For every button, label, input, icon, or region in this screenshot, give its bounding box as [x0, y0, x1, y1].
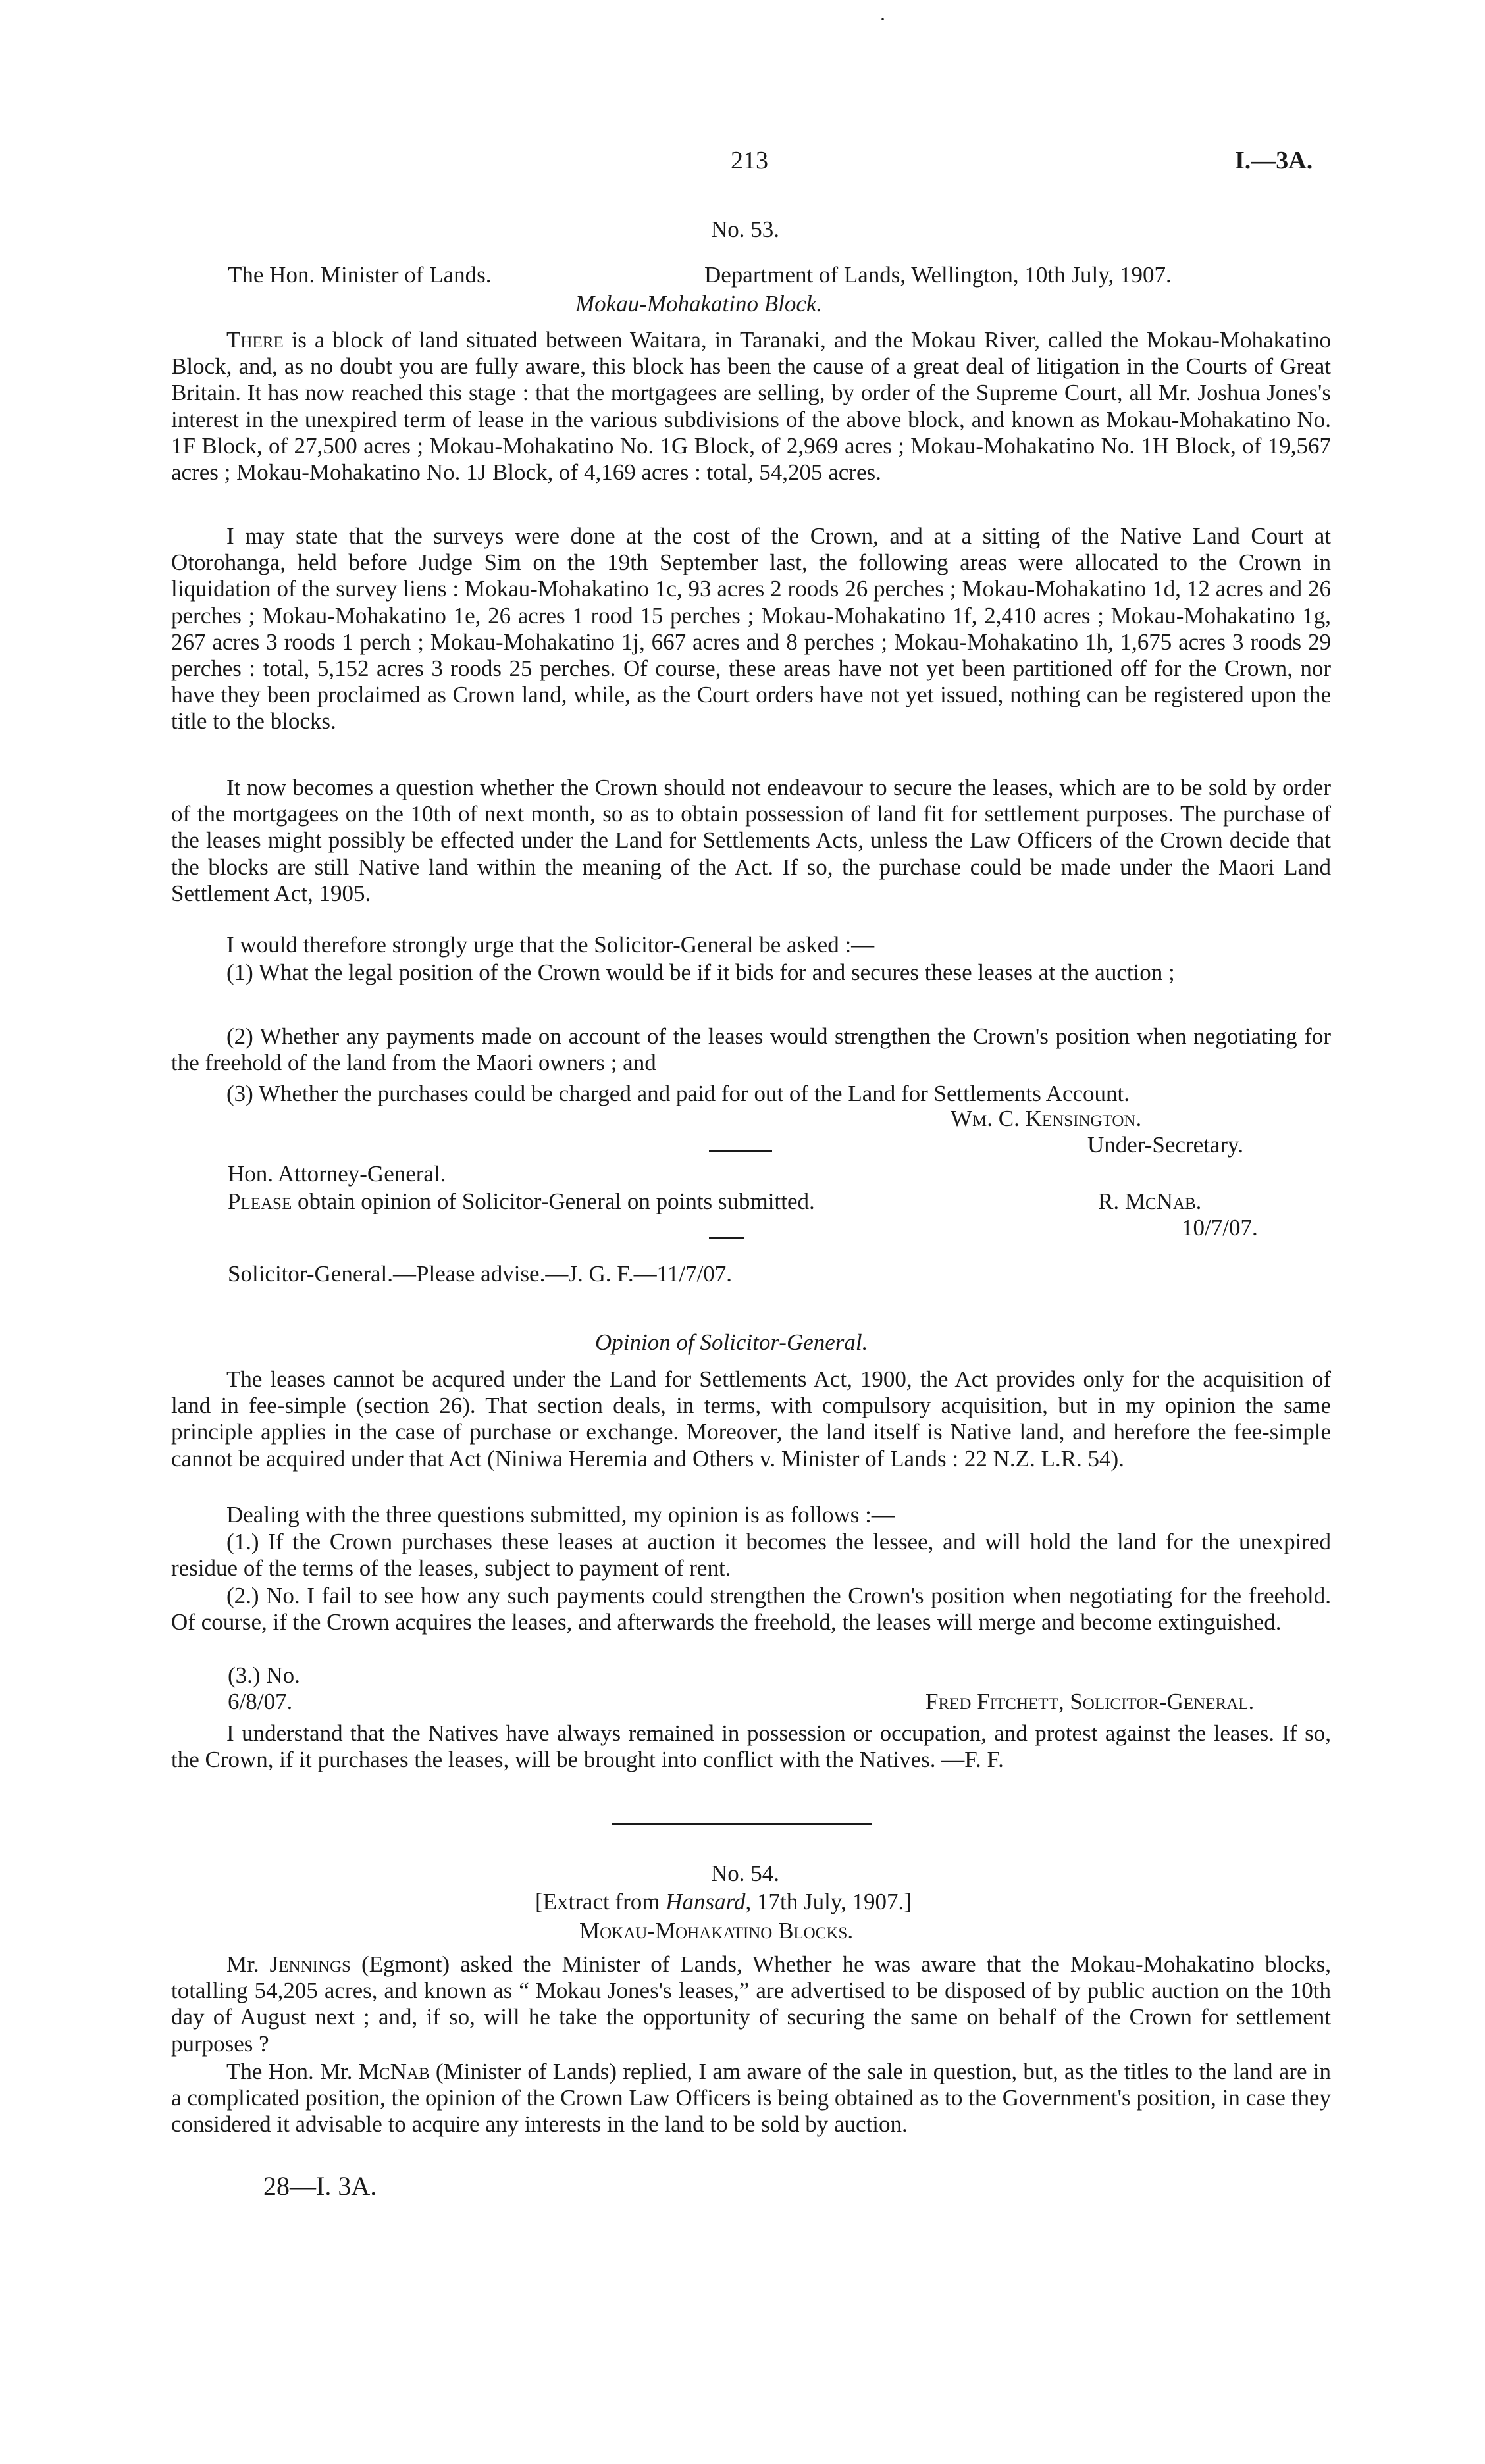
paragraph-text: Mr. [226, 1951, 270, 1977]
extract-title: Mokau-Mohakatino Blocks. [579, 1918, 854, 1943]
opinion-answer: (1.) If the Crown purchases these leases at auction it becomes the lessee, and will hold the land for the unexpired residue of the terms of the leases, subject to payment of rent. [171, 1529, 1331, 1581]
page-dot: · [879, 9, 886, 30]
paragraph-text: (Egmont) asked the Minister of Lands, Whether he was aware that the Mokau-Mohakatino blocks, totalling 54,205 acres, and known as “ Mokau Jones's leases,” are advertised to be disposed of by public auction on the 10th day of August next ; and, if so, will he take the opportunity of securing the same on behalf of the Crown for settlement purposes ? [171, 1951, 1331, 2057]
section-divider [612, 1823, 872, 1825]
sender-line: Department of Lands, Wellington, 10th July, 1907. [704, 262, 1172, 288]
minute-body: obtain opinion of Solicitor-General on points submitted. [292, 1189, 815, 1214]
paragraph-text: The Hon. Mr. [226, 2059, 359, 2084]
hansard-paragraph [171, 2059, 1331, 2167]
extract-prefix: [Extract from [535, 1889, 666, 1914]
document-reference: I.—3A. [1235, 147, 1313, 174]
hansard-paragraph [171, 1951, 1331, 2057]
divider [709, 1150, 772, 1152]
subject-heading: Mokau-Mohakatino Block. [575, 291, 823, 317]
opinion-paragraph: The leases cannot be acqured under the Land for Settlements Act, 1900, the Act provides only for the acquisition of land in fee-simple (section 26). That section deals, in terms, with compulsory acquisition, but in my opinion the same principle applies in the case of purchase or exchange. Moreover, the land itself is Native land, and herefore the fee-simple cannot be acquired under that Act (Niniwa Heremia and Others v. Minister of Lands : 22 N.Z. L.R. 54). [171, 1366, 1331, 1472]
opinion-paragraph: Dealing with the three questions submitted, my opinion is as follows :— [226, 1502, 895, 1527]
extract-suffix: , 17th July, 1907.] [745, 1889, 912, 1914]
document-number: No. 53. [711, 217, 780, 242]
opinion-signature: Fred Fitchett, Solicitor-General. [925, 1689, 1255, 1714]
speaker-name: McNab [358, 2059, 430, 2084]
signature-name: Wm. C. Kensington. [951, 1106, 1142, 1131]
letter-paragraph [171, 327, 1331, 518]
extract-heading [535, 1887, 912, 1916]
letter-paragraph: It now becomes a question whether the Crown should not endeavour to secure the leases, which are to be sold by order of the mortgagees on the 10th of next month, so as to obtain possession of land fit for settlement purposes. The purchase of the leases might possibly be effected under the Land for Settlements Acts, unless the Law Officers of the Crown decide that the blocks are still Native land within the meaning of the Act. If so, the purchase could be made under the Maori Land Settlement Act, 1905. [171, 775, 1331, 906]
letter-paragraph: I may state that the surveys were done at the cost of the Crown, and at a sitting of the Native Land Court at Otorohanga, held before Judge Sim on the 19th September last, the following areas were allocated to the Crown in liquidation of the survey liens : Mokau-Mohakatino 1c, 93 acres 2 roods 26 perches ; Mokau-Mohakatino 1d, 12 acres and 26 perches ; Mokau-Mohakatino 1e, 26 acres 1 rood 15 perches ; Mokau-Mohakatino 1f, 2,410 acres ; Mokau-Mohakatino 1g, 267 acres 3 roods 1 perch ; Mokau-Mohakatino 1j, 667 acres and 8 perches ; Mokau-Mohakatino 1h, 1,675 acres 3 roods 29 perches : total, 5,152 acres 3 roods 25 perches. Of course, these areas have not yet been partitioned off for the Crown, nor have they been proclaimed as Crown land, while, as the Court orders have not yet issued, nothing can be registered upon the title to the blocks. [171, 523, 1331, 734]
minute-date: 10/7/07. [1182, 1215, 1258, 1241]
lead-word: There [226, 327, 284, 353]
opinion-paragraph: I understand that the Natives have always remained in possession or occupation, and protest against the leases. If so, the Crown, if it purchases the leases, will be brought into conflict with the Natives. —F. F. [171, 1720, 1331, 1773]
opinion-heading: Opinion of Solicitor-General. [595, 1329, 868, 1355]
speaker-name: Jennings [269, 1951, 351, 1977]
addressee: The Hon. Minister of Lands. [228, 262, 492, 288]
minute-addressee: Hon. Attorney-General. [228, 1161, 446, 1187]
minute-text [228, 1187, 815, 1216]
minute-signature: R. McNab. [1098, 1189, 1202, 1214]
divider [709, 1237, 744, 1239]
question-item: (2) Whether any payments made on account of the leases would strengthen the Crown's position when negotiating for the freehold of the land from the Maori owners ; and [171, 1023, 1331, 1076]
lead-word: Please [228, 1189, 292, 1214]
solicitor-general-note: Solicitor-General.—Please advise.—J. G. F.—11/7/07. [228, 1261, 733, 1287]
question-item: (3) Whether the purchases could be charged and paid for out of the Land for Settlements Account. [226, 1081, 1130, 1106]
opinion-answer: (3.) No. [228, 1662, 300, 1688]
paragraph-text: (Minister of Lands) replied, I am aware of the sale in question, but, as the titles to the land are in a complicated position, the opinion of the Crown Law Officers is being obtained as to the Government's position, in case they considered it advisable to acquire any interests in the land to be sold by auction. [171, 2059, 1331, 2138]
opinion-answer: (2.) No. I fail to see how any such payments could strengthen the Crown's position when negotiating for the freehold. Of course, if the Crown acquires the leases, and afterwards the freehold, the leases will merge and become extinguished. [171, 1583, 1331, 1635]
opinion-date: 6/8/07. [228, 1689, 293, 1714]
page-number: 213 [731, 147, 768, 174]
signature-title: Under-Secretary. [1087, 1132, 1244, 1158]
extract-source: Hansard [665, 1889, 746, 1914]
document-number: No. 54. [711, 1861, 780, 1886]
question-item: (1) What the legal position of the Crown would be if it bids for and secures these leases at the auction ; [226, 960, 1175, 985]
letter-paragraph: I would therefore strongly urge that the Solicitor-General be asked :— [226, 932, 875, 958]
paragraph-text: is a block of land situated between Waitara, in Taranaki, and the Mokau River, called the Mokau-Mohakatino Block, and, as no doubt you are fully aware, this block has been the cause of a great deal of litigation in the Courts of Great Britain. It has now reached this stage : that the mortgagees are selling, by order of the Supreme Court, all Mr. Joshua Jones's interest in the unexpired term of lease in the various subdivisions of the above block, and known as Mokau-Mohakatino No. 1F Block, of 27,500 acres ; Mokau-Mohakatino No. 1G Block, of 2,969 acres ; Mokau-Mohakatino No. 1H Block, of 19,567 acres ; Mokau-Mohakatino No. 1J Block, of 4,169 acres : total, 54,205 acres. [171, 327, 1331, 486]
print-signature: 28—I. 3A. [263, 2171, 377, 2201]
